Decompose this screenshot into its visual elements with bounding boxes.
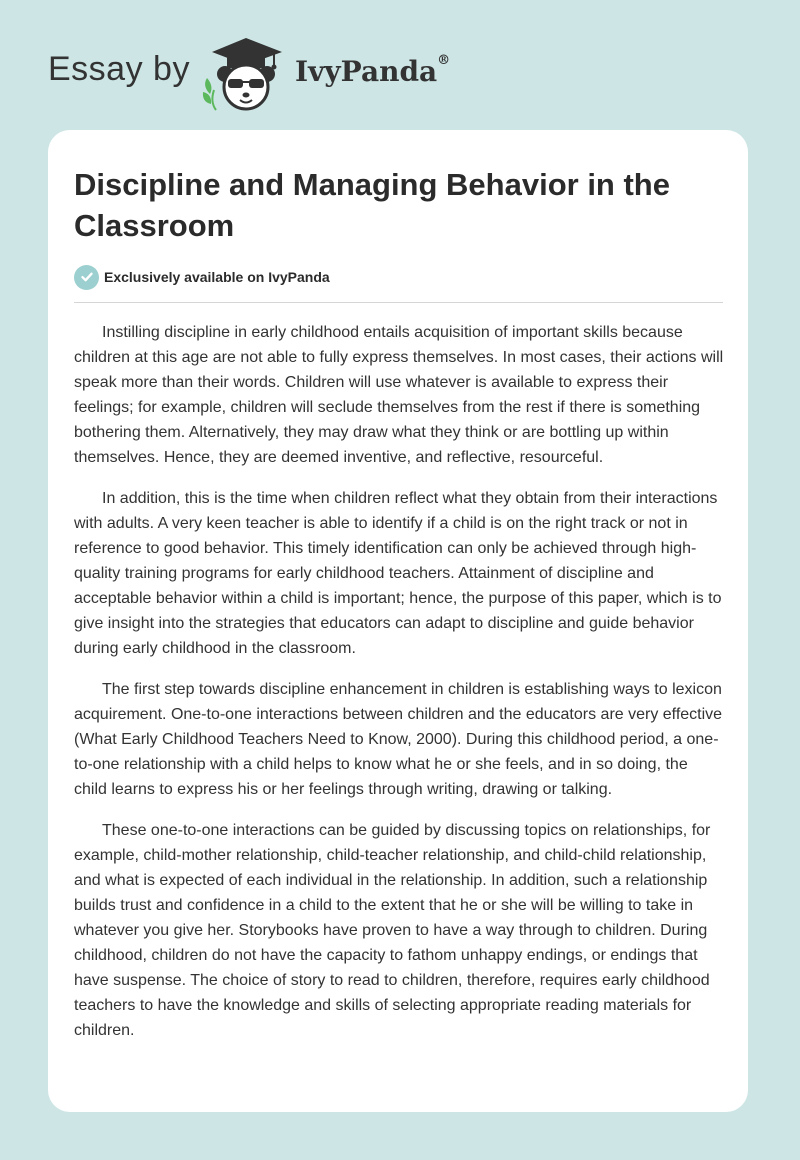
paragraph: These one-to-one interactions can be guided by discussing topics on relationships, for example, child-mother relationship, child-teacher relationship, and child-child relationship, and what is expected of each individual in the relationship. In addition, such a relationship builds trust and confidence in a child to the extent that he or she will be willing to take in whatever you give her. Storybooks have proven to have a way through to children. During childhood, children do not have the capacity to fathom unhappy endings, or endings that have suspense. The choice of story to read to children, therefore, requires early childhood teachers to have the knowledge and skills of selecting appropriate reading materials for children. — [74, 822, 711, 1039]
panda-logo-icon[interactable] — [200, 32, 292, 112]
brand-name[interactable] — [295, 55, 450, 88]
site-header — [0, 0, 800, 130]
essay-title: Discipline and Managing Behavior in the Classroom — [74, 167, 670, 243]
brand-name-text: IvyPanda — [295, 55, 438, 88]
check-icon — [74, 265, 99, 290]
paragraph: The first step towards discipline enhancement in children is establishing ways to lexicon acquirement. One-to-one interactions between children and the educators are very effective (What Early Childhood Teachers Need to Know, 2000). During this childhood period, a one-to-one relationship with a child helps to know what he or she feels, and in so doing, the child learns to express his or her feelings through writing, drawing or talking. — [74, 681, 723, 798]
essay-by-label: Essay by — [48, 50, 190, 88]
exclusive-label: Exclusively available on IvyPanda — [104, 269, 330, 285]
essay-body — [74, 320, 724, 1059]
divider — [74, 302, 723, 303]
essay-card — [48, 130, 748, 1112]
paragraph: In addition, this is the time when children reflect what they obtain from their interactions with adults. A very keen teacher is able to identify if a child is on the right track or not in reference to good behavior. This timely identification can only be achieved through high-quality training programs for early childhood teachers. Attainment of discipline and acceptable behavior within a child is important; hence, the purpose of this paper, which is to give insight into the strategies that educators can adapt to discipline and guide behavior during early childhood in the classroom. — [74, 490, 722, 657]
exclusive-badge — [74, 264, 330, 290]
paragraph: Instilling discipline in early childhood entails acquisition of important skills because children at this age are not able to fully express themselves. In most cases, their actions will speak more than their words. Children will use whatever is available to express their feelings; for example, children will seclude themselves from the rest if there is something bothering them. Alternatively, they may draw what they think or are bottling up within themselves. Hence, they are deemed inventive, and reflective, resourceful. — [74, 324, 724, 466]
registered-mark: ® — [437, 53, 451, 68]
